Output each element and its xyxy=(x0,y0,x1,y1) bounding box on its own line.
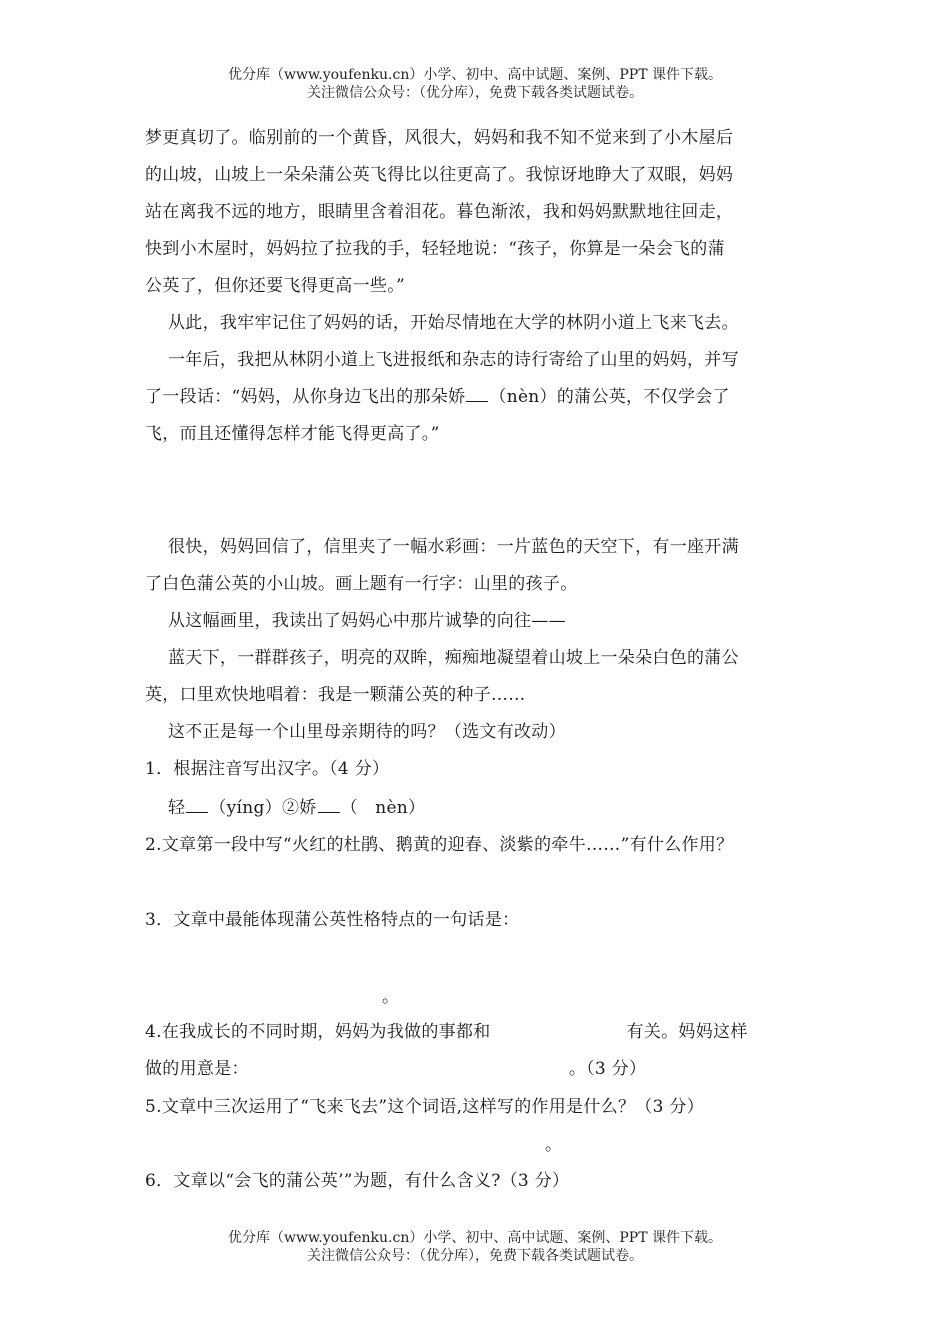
passage-line: 的山坡，山坡上一朵朵蒲公英飞得比以往更高了。我惊讶地睁大了双眼，妈妈 xyxy=(145,165,734,185)
question-4-continued xyxy=(145,1058,646,1080)
question-text: （yíng）②娇 xyxy=(209,798,317,818)
question-text: 轻 xyxy=(168,798,186,818)
footer-line-1: 优分库（www.youfenku.cn）小学、初中、高中试题、案例、PPT 课件下载。 xyxy=(227,1230,722,1246)
passage-line: 从这幅画里，我读出了妈妈心中那片诚挚的向往—— xyxy=(168,611,566,631)
footer-line-2: 关注微信公众号：（优分库），免费下载各类试题试卷。 xyxy=(307,1248,643,1264)
question-6: 6．文章以“会飞的蒲公英’”为题，有什么含义?（3 分） xyxy=(145,1171,570,1191)
question-3: 3．文章中最能体现蒲公英性格特点的一句话是： xyxy=(145,910,520,930)
passage-line: 站在离我不远的地方，眼睛里含着泪花。暮色渐浓，我和妈妈默默地往回走， xyxy=(145,202,734,222)
question-1-items xyxy=(168,797,425,819)
header-line-1: 优分库（www.youfenku.cn）小学、初中、高中试题、案例、PPT 课件下载。 xyxy=(227,67,722,83)
question-1: 1．根据注音写出汉字。（4 分） xyxy=(145,759,390,779)
passage-line: 蓝天下，一群群孩子，明亮的双眸，痴痴地凝望着山坡上一朵朵白色的蒲公 xyxy=(168,648,739,668)
passage-line xyxy=(145,386,730,408)
page-footer xyxy=(0,1229,950,1265)
header-line-2: 关注微信公众号：（优分库），免费下载各类试题试卷。 xyxy=(307,85,643,101)
fill-blank[interactable] xyxy=(318,798,340,813)
passage-line: 这不正是每一个山里母亲期待的吗？（选文有改动） xyxy=(168,722,566,742)
page-header xyxy=(0,66,950,102)
passage-line: 公英了，但你还要飞得更高一些。” xyxy=(145,276,405,296)
answer-end-mark: 。 xyxy=(382,987,399,1007)
passage-line: 快到小木屋时，妈妈拉了拉我的手，轻轻地说：“孩子，你算是一朵会飞的蒲 xyxy=(145,239,725,259)
passage-line: 很快，妈妈回信了，信里夹了一幅水彩画：一片蓝色的天空下，有一座开满 xyxy=(168,537,739,557)
passage-line: 一年后，我把从林阴小道上飞进报纸和杂志的诗行寄给了山里的妈妈，并写 xyxy=(168,350,739,370)
question-text: 4.在我成长的不同时期，妈妈为我做的事都和 xyxy=(145,1022,491,1042)
passage-line: 飞，而且还懂得怎样才能飞得更高了。” xyxy=(145,424,440,444)
passage-line: 梦更真切了。临别前的一个黄昏，风很大，妈妈和我不知不觉来到了小木屋后 xyxy=(145,128,734,148)
question-text: 。（3 分） xyxy=(568,1059,647,1079)
fill-blank[interactable] xyxy=(186,798,208,813)
answer-end-mark: 。 xyxy=(545,1135,562,1155)
question-5: 5.文章中三次运用了“飞来飞去”这个词语,这样写的作用是什么？（3 分） xyxy=(145,1097,705,1117)
question-2: 2.文章第一段中写“火红的杜鹃、鹅黄的迎春、淡紫的牵牛……”有什么作用？ xyxy=(145,835,734,855)
passage-line: 英，口里欢快地唱着：我是一颗蒲公英的种子…… xyxy=(145,685,526,705)
passage-text: （nèn）的蒲公英，不仅学会了 xyxy=(489,387,730,407)
passage-line: 了白色蒲公英的小山坡。画上题有一行字：山里的孩子。 xyxy=(145,574,578,594)
question-4 xyxy=(145,1021,748,1043)
question-text: 做的用意是： xyxy=(145,1059,249,1079)
passage-text: 了一段话：“妈妈，从你身边飞出的那朵娇 xyxy=(145,387,466,407)
question-text: 有关。妈妈这样 xyxy=(626,1022,748,1042)
passage-line: 从此，我牢牢记住了妈妈的话，开始尽情地在大学的林阴小道上飞来飞去。 xyxy=(168,313,739,333)
fill-blank[interactable] xyxy=(466,387,488,402)
question-text: （ nèn） xyxy=(340,798,426,818)
